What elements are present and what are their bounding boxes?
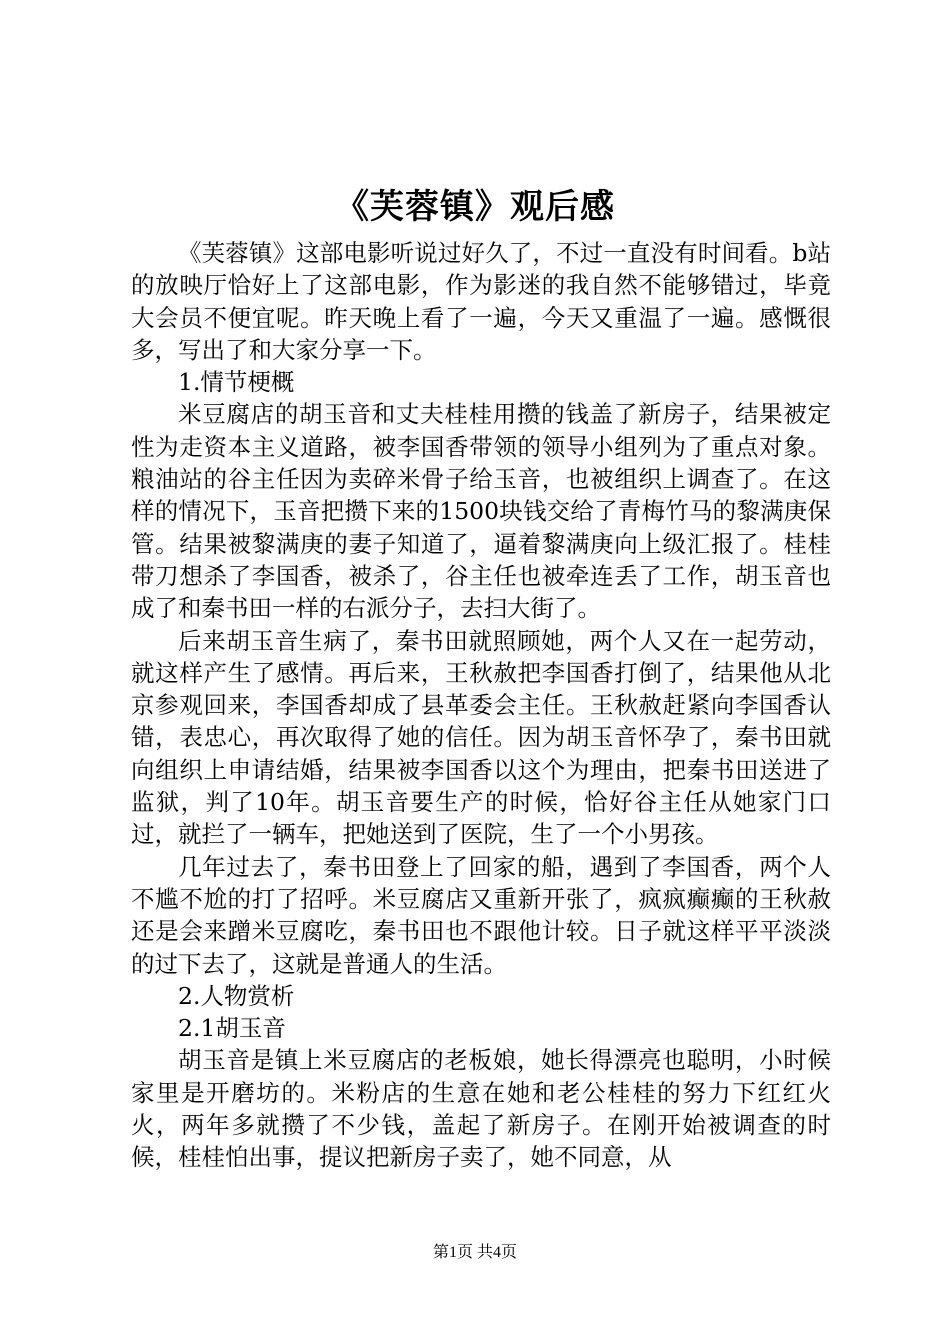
paragraph-plot-3: 几年过去了，秦书田登上了回家的船，遇到了李国香，两个人不尴不尬的打了招呼。米豆腐店又重新开张了，疯疯癫癫的王秋赦还是会来蹭米豆腐吃，秦书田也不跟他计较。日子就这样平平淡淡的过下去了，这就是普通人的生活。 <box>131 852 831 978</box>
paragraph-intro: 《芙蓉镇》这部电影听说过好久了，不过一直没有时间看。b站的放映厅恰好上了这部电影，作为影迷的我自然不能够错过，毕竟大会员不便宜呢。昨天晚上看了一遍，今天又重温了一遍。感慨很多，写出了和大家分享一下。 <box>131 239 831 364</box>
section-heading-plot: 1.情节梗概 <box>178 368 295 397</box>
section-heading-characters: 2.人物赏析 <box>178 981 295 1010</box>
page-footer: 第1页 共4页 <box>432 1244 517 1261</box>
document-body <box>131 237 831 1174</box>
subsection-heading-hu-yuyin: 2.1胡玉音 <box>178 1014 286 1043</box>
paragraph-hu-yuyin: 胡玉音是镇上米豆腐店的老板娘，她长得漂亮也聪明，小时候家里是开磨坊的。米粉店的生意在她和老公桂桂的努力下红红火火，两年多就攒了不少钱，盖起了新房子。在刚开始被调查的时候，桂桂怕出事，提议把新房子卖了，她不同意，从 <box>131 1046 831 1172</box>
paragraph-plot-1: 米豆腐店的胡玉音和丈夫桂桂用攒的钱盖了新房子，结果被定性为走资本主义道路，被李国香带领的领导小组列为了重点对象。粮油站的谷主任因为卖碎米骨子给玉音，也被组织上调查了。在这样的情况下，玉音把攒下来的1500块钱交给了青梅竹马的黎满庚保管。结果被黎满庚的妻子知道了，逼着黎满庚向上级汇报了。桂桂带刀想杀了李国香，被杀了，谷主任也被牵连丢了工作，胡玉音也成了和秦书田一样的右派分子，去扫大街了。 <box>131 400 831 623</box>
paragraph-plot-2: 后来胡玉音生病了，秦书田就照顾她，两个人又在一起劳动，就这样产生了感情。再后来，王秋赦把李国香打倒了，结果他从北京参观回来，李国香却成了县革委会主任。王秋赦赶紧向李国香认错，表忠心，再次取得了她的信任。因为胡玉音怀孕了，秦书田就向组织上申请结婚，结果被李国香以这个为理由，把秦书田送进了监狱，判了10年。胡玉音要生产的时候，恰好谷主任从她家门口过，就拦了一辆车，把她送到了医院，生了一个小男孩。 <box>131 626 831 849</box>
document-title: 《芙蓉镇》观后感 <box>335 187 615 227</box>
